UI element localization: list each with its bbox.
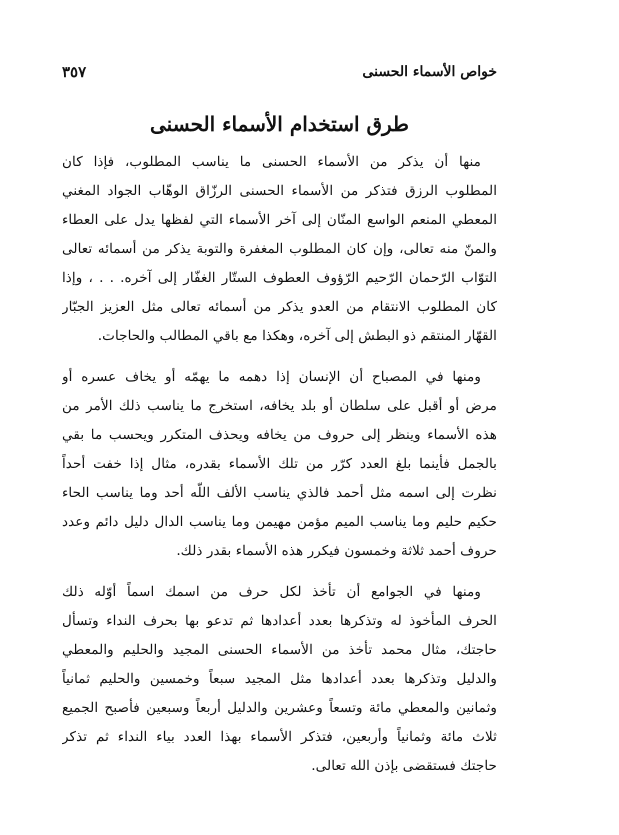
- paragraph-line: نظرت إلى اسمه مثل أحمد فالذي يناسب الألف اللّه أحد وما يناسب الحاء: [62, 485, 497, 501]
- paragraph-line: المطلوب الرزق فتذكر من الأسماء الحسنى الرزّاق الوهّاب الجواد المغني: [62, 183, 497, 199]
- paragraph-2: [62, 363, 497, 566]
- page-header: [62, 64, 497, 88]
- paragraph-line: التوّاب الرّحمان الرّحيم الرّؤوف العطوف الستّار الغفّار إلى آخره. . . ، وإذا: [62, 270, 497, 286]
- paragraph-line: حاجتك فستقضى بإذن الله تعالى.: [311, 758, 497, 774]
- page-number: ٣٥٧: [62, 63, 87, 81]
- paragraph-line: القهّار المنتقم ذو البطش إلى آخره، وهكذا مع باقي المطالب والحاجات.: [97, 328, 497, 344]
- paragraph-line: مرض أو أقبل على سلطان أو بلد يخافه، استخرج ما يناسب ذلك الأمر من: [62, 398, 497, 414]
- paragraph-1: [62, 148, 497, 351]
- paragraph-line: حروف أحمد ثلاثة وخمسون فيكرر هذه الأسماء بقدر ذلك.: [176, 543, 497, 559]
- paragraph-line: ومنها في المصباح أن الإنسان إذا دهمه ما يهمّه أو يخاف عسره أو: [62, 369, 481, 385]
- paragraph-line: بالجمل فأينما بلغ العدد كرّر من تلك الأسماء بقدره، مثال إذا خفت أحداً: [62, 456, 497, 472]
- page-body: [62, 148, 497, 793]
- paragraph-line: الحرف المأخوذ له وتذكرها بعدد أعدادها ثم تدعو بها بحرف النداء وتسأل: [62, 613, 497, 629]
- paragraph-line: ثلاث مائة وثمانياً وأربعين، فتذكر الأسماء بهذا العدد بياء النداء ثم تذكر: [62, 729, 497, 745]
- paragraph-line: حاجتك، مثال محمد تأخذ من الأسماء الحسنى المجيد والحليم والمعطي: [62, 642, 497, 658]
- paragraph-line: والمنّ منه تعالى، وإن كان المطلوب المغفرة والتوبة يذكر من أسمائه تعالى: [62, 241, 497, 257]
- paragraph-line: منها أن يذكر من الأسماء الحسنى ما يناسب المطلوب، فإذا كان: [62, 154, 481, 170]
- paragraph-line: حكيم حليم وما يناسب الميم مؤمن مهيمن وما يناسب الدال دليل دائم وعدد: [62, 514, 497, 530]
- paragraph-line: والدليل وتذكرها بعدد أعدادها مثل المجيد سبعاً وخمسين والحليم ثمانياً: [62, 671, 497, 687]
- running-title: خواص الأسماء الحسنى: [362, 64, 497, 80]
- paragraph-line: وثمانين والمعطي مائة وتسعاً وعشرين والدليل أربعاً وسبعين فأصبح الجميع: [62, 700, 497, 716]
- paragraph-3: [62, 578, 497, 781]
- paragraph-line: هذه الأسماء وينظر إلى حروف من يخافه ويحذف المتكرر ويحسب ما بقي: [62, 427, 497, 443]
- section-title: طرق استخدام الأسماء الحسنى: [150, 112, 409, 136]
- paragraph-line: ومنها في الجوامع أن تأخذ لكل حرف من اسمك اسماً أوّله ذلك: [62, 584, 481, 600]
- paragraph-line: المعطي المنعم الواسع المنّان إلى آخر الأسماء التي لفظها يدل على العطاء: [62, 212, 497, 228]
- paragraph-line: كان المطلوب الانتقام من العدو يذكر من أسمائه تعالى مثل العزيز الجبّار: [62, 299, 497, 315]
